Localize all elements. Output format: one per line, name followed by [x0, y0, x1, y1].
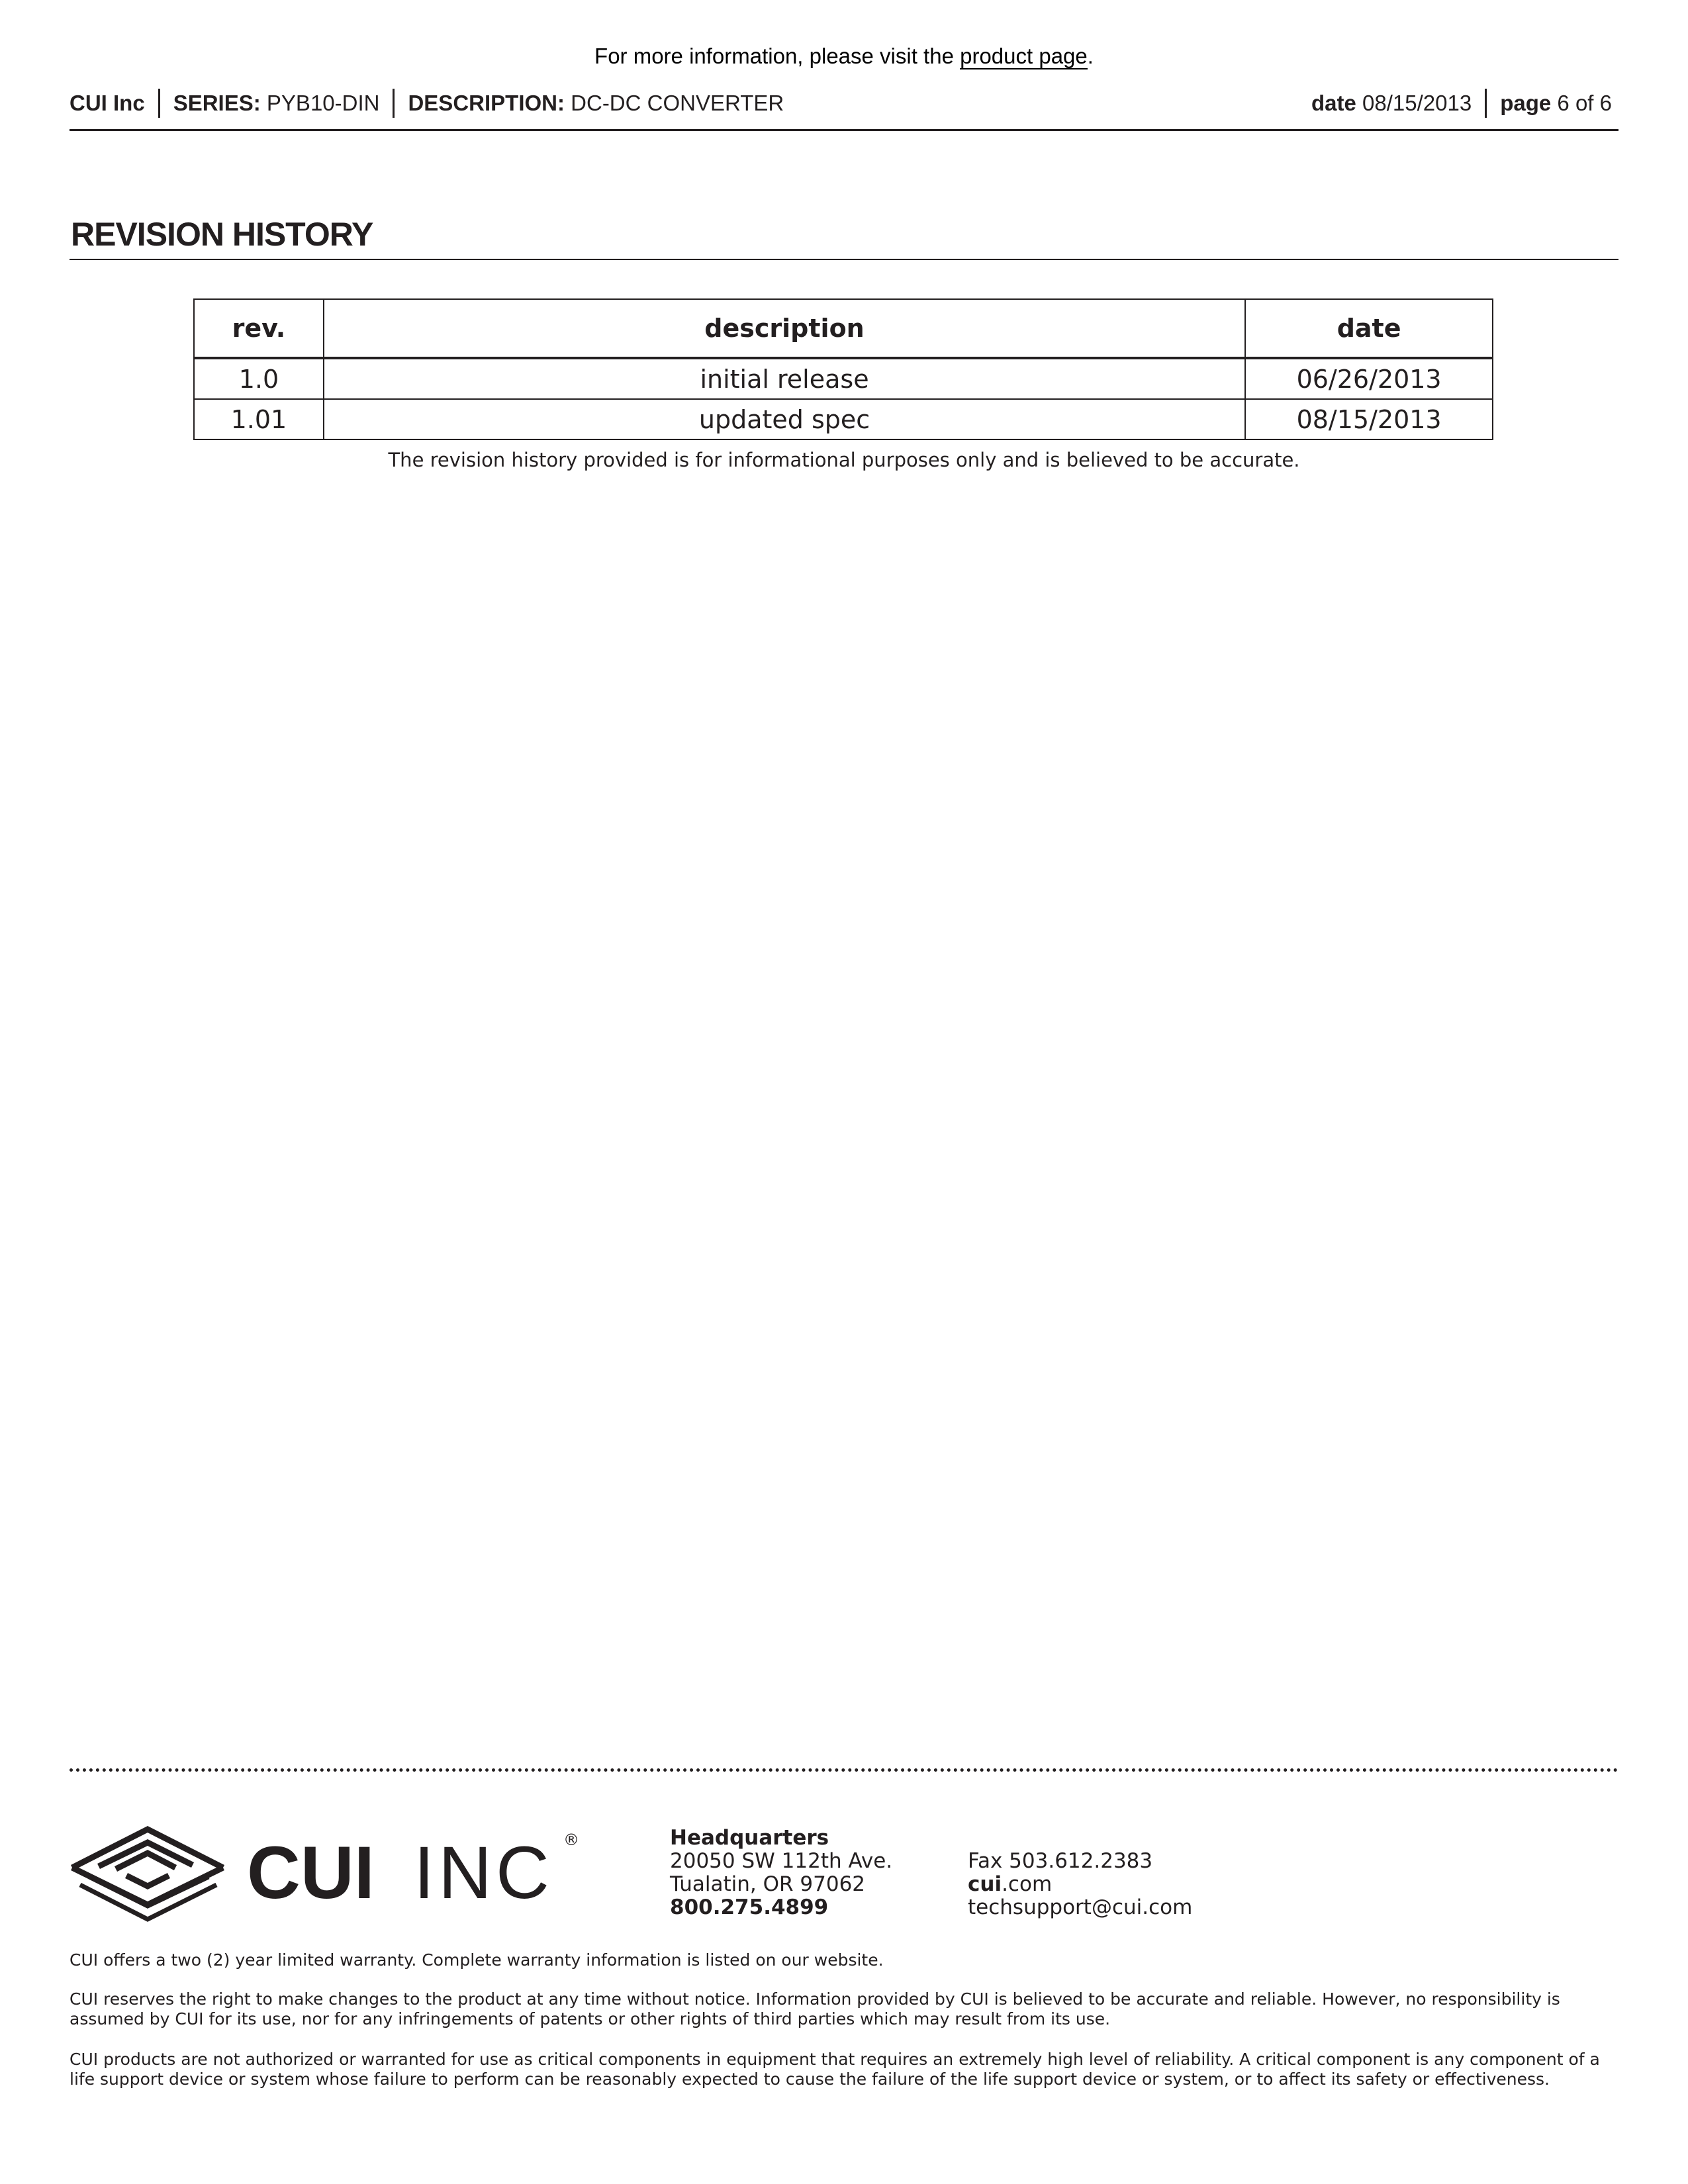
section-title: REVISION HISTORY [71, 216, 373, 253]
fax-number: Fax 503.612.2383 [968, 1849, 1153, 1873]
revision-history-table [193, 298, 1493, 440]
contact-block [968, 1850, 1192, 1919]
column-header-date: date [1245, 299, 1493, 358]
table-row [194, 358, 1493, 399]
support-email-link[interactable]: techsupport@cui.com [968, 1895, 1193, 1919]
description-value: DC-DC CONVERTER [571, 91, 784, 115]
table-note: The revision history provided is for informational purposes only and is believed to be accurate. [388, 449, 1300, 471]
page-value: 6 of 6 [1557, 91, 1612, 115]
description-cell: updated spec [324, 399, 1245, 439]
website-bold: cui [968, 1872, 1002, 1896]
page-header [70, 89, 1618, 119]
column-header-rev: rev. [194, 299, 324, 358]
header-separator [393, 89, 395, 118]
header-divider [70, 129, 1618, 131]
section-divider [70, 259, 1618, 260]
date-cell: 06/26/2013 [1245, 358, 1493, 399]
logo-text-inc: INC [414, 1831, 553, 1914]
headquarters-block [670, 1827, 892, 1919]
website-rest: .com [1002, 1872, 1053, 1896]
rev-cell: 1.0 [194, 358, 324, 399]
description-label: DESCRIPTION: [408, 91, 565, 115]
product-info-suffix: . [1087, 44, 1094, 68]
column-header-description: description [324, 299, 1245, 358]
company-name: CUI Inc [70, 91, 145, 115]
hq-title: Headquarters [670, 1826, 829, 1850]
description-cell: initial release [324, 358, 1245, 399]
cui-inc-logo [70, 1813, 586, 1926]
series-label: SERIES: [173, 91, 261, 115]
table-row [194, 399, 1493, 439]
warranty-disclaimer: CUI offers a two (2) year limited warranty. Complete warranty information is listed on our website. [70, 1950, 884, 1970]
header-separator [158, 89, 160, 118]
hq-address-line-1: 20050 SW 112th Ave. [670, 1849, 893, 1873]
logo-text-cui: CUI [247, 1831, 375, 1914]
cui-logo-mark-icon [72, 1829, 223, 1919]
date-label: date [1311, 91, 1356, 115]
table-header-row [194, 299, 1493, 358]
rev-cell: 1.01 [194, 399, 324, 439]
header-separator [1485, 89, 1487, 118]
hq-address-line-2: Tualatin, OR 97062 [670, 1872, 866, 1896]
critical-use-disclaimer: CUI products are not authorized or warranted for use as critical components in equipment that requires an extremely high level of reliability. A critical component is any component of a life support device or system whose failure to perform can be reasonably expected to cause the failure of the life support device or system, or to affect its safety or effectiveness. [70, 2050, 1600, 2089]
product-page-link[interactable]: product page [960, 44, 1088, 68]
website-link[interactable] [968, 1873, 1192, 1896]
product-info-line [0, 44, 1688, 69]
page-label: page [1500, 91, 1552, 115]
date-cell: 08/15/2013 [1245, 399, 1493, 439]
product-info-prefix: For more information, please visit the [594, 44, 961, 68]
hq-phone: 800.275.4899 [670, 1895, 829, 1919]
liability-disclaimer: CUI reserves the right to make changes to the product at any time without notice. Information provided by CUI is believed to be accurate and reliable. However, no responsibility is assumed by CUI for its use, nor for any infringements of patents or other rights of third parties which may result from its use. [70, 1989, 1560, 2028]
series-value: PYB10-DIN [266, 91, 380, 115]
date-value: 08/15/2013 [1362, 91, 1472, 115]
footer-divider [70, 1768, 1618, 1772]
registered-mark: ® [563, 1831, 579, 1849]
